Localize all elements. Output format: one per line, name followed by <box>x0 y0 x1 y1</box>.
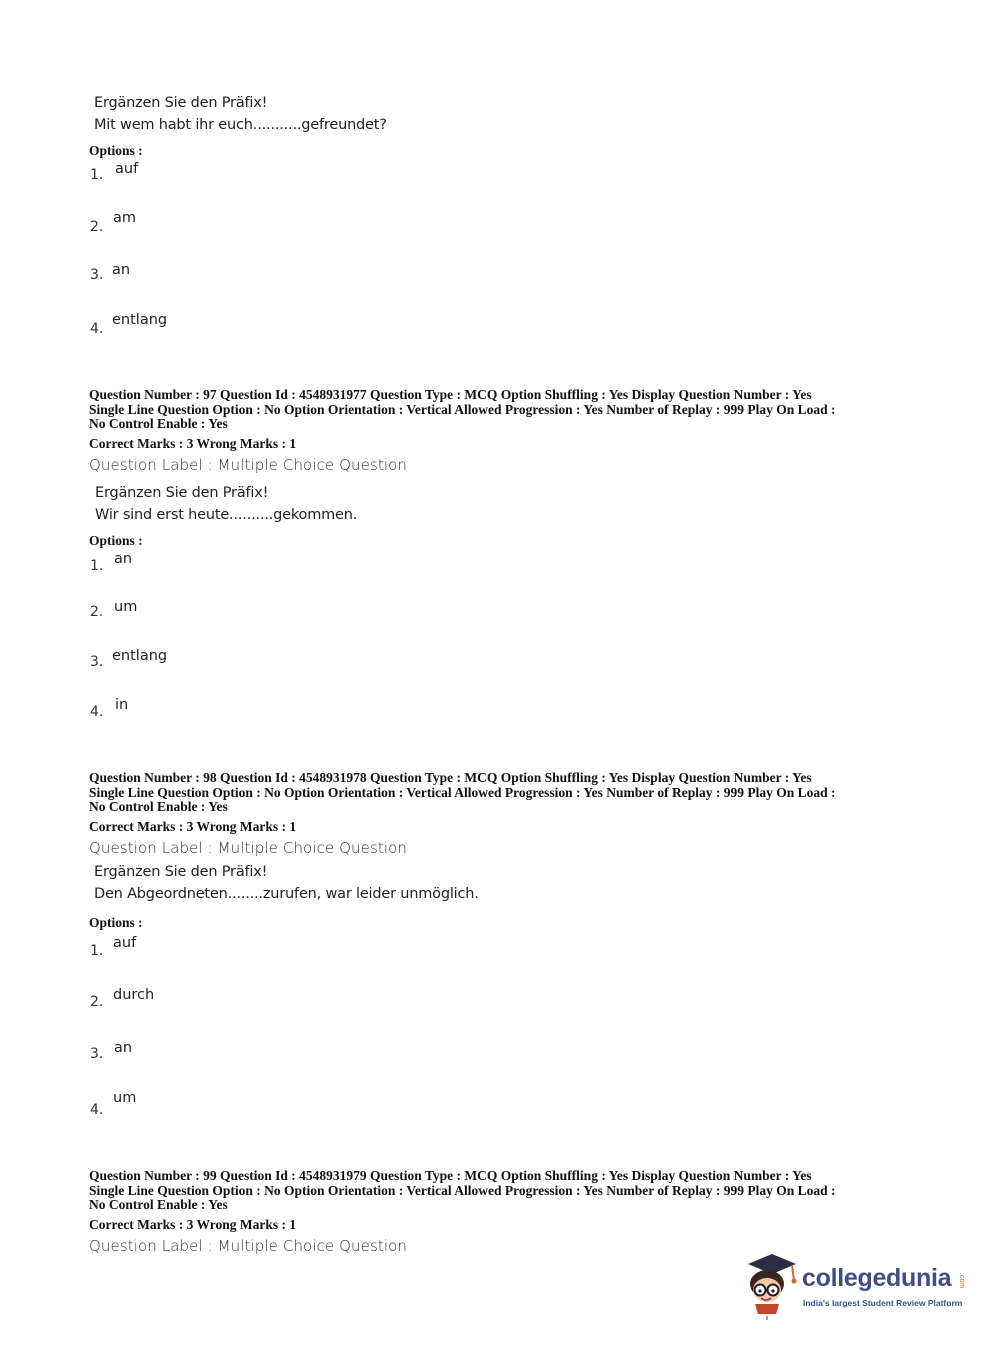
marks-line: Correct Marks : 3 Wrong Marks : 1 <box>89 436 297 451</box>
meta-line: Question Number : 97 Question Id : 4548931977 Question Type : MCQ Option Shuffling : Yes Display Question Number : Yes <box>89 387 812 402</box>
prompt-line: Ergänzen Sie den Präfix! <box>94 95 268 111</box>
prompt-line: Ergänzen Sie den Präfix! <box>95 485 269 501</box>
question-label: Question Label : Multiple Choice Question <box>89 456 408 474</box>
option-text: in <box>115 697 129 713</box>
marks-line: Correct Marks : 3 Wrong Marks : 1 <box>89 819 297 834</box>
question-label: Question Label : Multiple Choice Question <box>89 839 408 857</box>
options-heading: Options : <box>89 915 143 930</box>
question-prompt <box>94 92 387 136</box>
option-number: 3. <box>90 654 104 670</box>
question-prompt <box>94 861 479 905</box>
marks-line: Correct Marks : 3 Wrong Marks : 1 <box>89 1217 297 1232</box>
option-text: auf <box>113 935 137 951</box>
meta-line: Single Line Question Option : No Option Orientation : Vertical Allowed Progression : Yes Number of Replay : 999 Play On Load : <box>89 1182 836 1198</box>
option-text: auf <box>115 161 139 177</box>
prompt-line: Mit wem habt ihr euch...........gefreundet? <box>94 117 387 133</box>
options-heading: Options : <box>89 533 143 548</box>
options-heading: Options : <box>89 143 143 158</box>
option-number: 2. <box>90 994 104 1010</box>
option-text: an <box>114 1040 133 1056</box>
meta-line: Single Line Question Option : No Option Orientation : Vertical Allowed Progression : Yes Number of Replay : 999 Play On Load : <box>89 401 836 417</box>
prompt-line: Ergänzen Sie den Präfix! <box>94 864 268 880</box>
prompt-line: Wir sind erst heute..........gekommen. <box>95 507 358 523</box>
option-number: 1. <box>90 943 104 959</box>
option-text: entlang <box>112 312 168 328</box>
question-meta <box>89 1169 919 1213</box>
option-number: 3. <box>90 1046 104 1062</box>
option-text: an <box>112 262 131 278</box>
meta-line: Question Number : 98 Question Id : 4548931978 Question Type : MCQ Option Shuffling : Yes Display Question Number : Yes <box>89 770 812 785</box>
option-number: 2. <box>90 604 104 620</box>
option-number: 4. <box>90 321 104 337</box>
option-number: 4. <box>90 704 104 720</box>
option-number: 1. <box>90 558 104 574</box>
meta-line: No Control Enable : Yes <box>89 416 228 431</box>
mascot-icon <box>740 1250 800 1320</box>
meta-line: Single Line Question Option : No Option Orientation : Vertical Allowed Progression : Yes Number of Replay : 999 Play On Load : <box>89 784 836 800</box>
option-number: 3. <box>90 267 104 283</box>
option-number: 4. <box>90 1102 104 1118</box>
option-text: um <box>114 599 138 615</box>
question-label: Question Label : Multiple Choice Question <box>89 1237 408 1255</box>
meta-line: No Control Enable : Yes <box>89 799 228 814</box>
meta-line: No Control Enable : Yes <box>89 1197 228 1212</box>
brand-domain-suffix: .com <box>958 1273 965 1289</box>
option-text: an <box>114 551 133 567</box>
option-text: entlang <box>112 648 168 664</box>
meta-line: Question Number : 99 Question Id : 4548931979 Question Type : MCQ Option Shuffling : Yes Display Question Number : Yes <box>89 1168 812 1183</box>
question-meta <box>89 388 919 432</box>
brand-name: collegedunia <box>802 1264 952 1292</box>
prompt-line: Den Abgeordneten........zurufen, war leider unmöglich. <box>94 886 479 902</box>
option-number: 1. <box>90 167 104 183</box>
question-meta <box>89 771 919 815</box>
question-prompt <box>95 482 357 526</box>
option-text: am <box>113 210 137 226</box>
option-text: durch <box>113 987 155 1003</box>
brand-tagline: India's largest Student Review Platform <box>803 1298 963 1308</box>
option-number: 2. <box>90 219 104 235</box>
option-text: um <box>113 1090 137 1106</box>
